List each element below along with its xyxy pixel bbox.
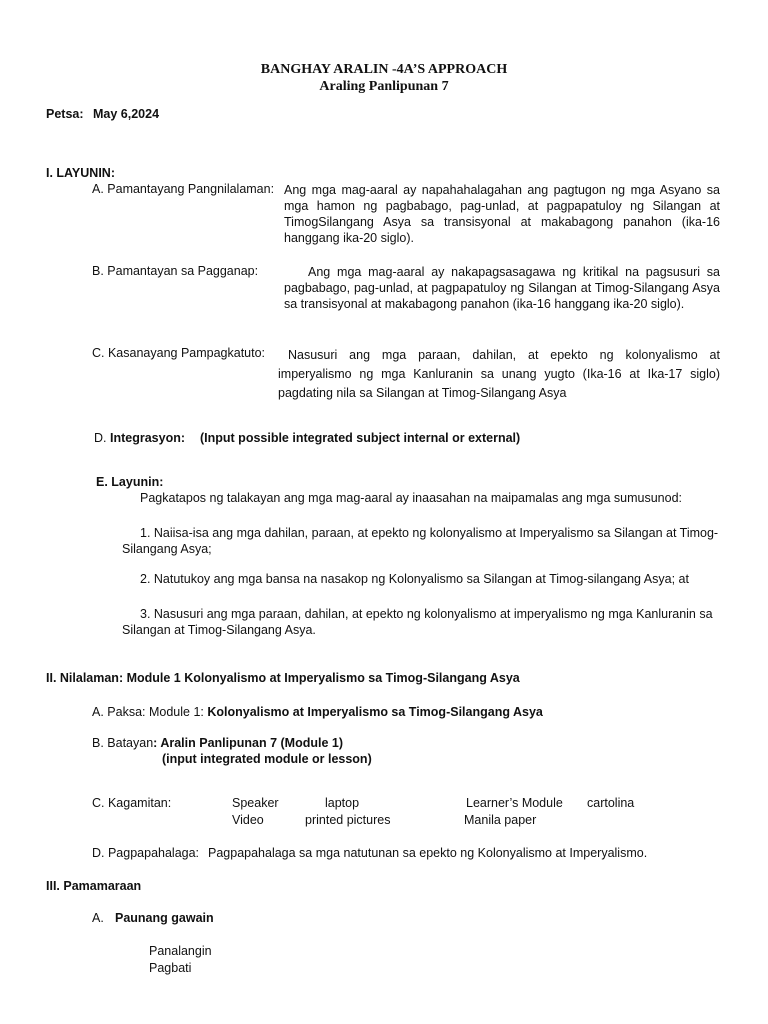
pamantayan-pagganap-text: Ang mga mag-aaral ay nakapagsasagawa ng kritikal na pagsusuri sa pagbabago, pag-unlad, at pagpapatuloy ng Silangan at Timog-Silangang Asya sa transisyonal at makabagong panahon (ika-16 hanggang ika-20 siglo). [284,265,720,311]
kagamitan-item-cartolina: cartolina [587,796,635,810]
document-title: BANGHAY ARALIN -4A’S APPROACH [260,62,508,77]
pamantayang-pangnilalaman-text: Ang mga mag-aaral ay napahahalagahan ang pagtugon ng mga Asyano sa mga hamon ng pagbabago, pag-unlad, at pagpapatuloy ng Silangan at TimogSilangang Asya sa transisyonal at makabagong panahon (ika-16 hanggang ika-20 siglo). [284,183,720,245]
batayan-note: (input integrated module or lesson) [162,752,372,766]
e-layunin-intro: Pagkatapos ng talakayan ang mga mag-aaral ay inaasahan na maipamalas ang mga sumusunod: [140,491,683,505]
kasanayang-pampagkatuto-text: Nasusuri ang mga paraan, dahilan, at epekto ng kolonyalismo at imperyalismo ng mga Kanluranin sa unang yugto (Ika-16 at Ika-17 siglo) pagdating nila sa Silangan at Timog-Silangang Asya [278,348,720,400]
panalangin-item: Panalangin [149,944,212,958]
e-layunin-item-3: 3. Nasusuri ang mga paraan, dahilan, at epekto ng kolonyalismo at imperyalismo ng mga Kanluranin sa Silangan at Timog-Silangang Asya. [122,607,713,637]
kagamitan-item-video: Video [232,813,264,827]
e-layunin-label: E. Layunin: [96,475,164,489]
batayan-text: : Aralin Panlipunan 7 (Module 1) [153,736,343,750]
e-layunin-item-2: 2. Natutukoy ang mga bansa na nasakop ng Kolonyalismo sa Silangan at Timog-silangang Asya; at [140,572,689,586]
section-nilalaman-heading: II. Nilalaman: Module 1 Kolonyalismo at Imperyalismo sa Timog-Silangang Asya [46,671,520,685]
section-layunin-heading: I. LAYUNIN: [46,166,115,180]
integrasyon-text: (Input possible integrated subject internal or external) [200,431,521,445]
pagbati-item: Pagbati [149,961,192,975]
pagpapahalaga-text: Pagpapahalaga sa mga natutunan sa epekto ng Kolonyalismo at Imperyalismo. [208,846,648,860]
kagamitan-item-learners-module: Learner’s Module [466,796,563,810]
e-layunin-item-1: 1. Naiisa-isa ang mga dahilan, paraan, at epekto ng kolonyalismo at Imperyalismo sa Silangan at Timog-Silangang Asya; [122,526,719,556]
paksa-label: A. Paksa: Module 1: [92,705,208,719]
kagamitan-item-laptop: laptop [325,796,360,810]
kasanayang-pampagkatuto-label: C. Kasanayang Pampagkatuto: [92,346,266,360]
integrasyon-label: Integrasyon: [109,431,185,445]
document-subtitle: Araling Panlipunan 7 [319,79,449,94]
pagpapahalaga-label: D. Pagpapahalaga: [92,846,200,860]
kagamitan-item-speaker: Speaker [232,796,279,810]
paksa-text: Kolonyalismo at Imperyalismo sa Timog-Silangang Asya [207,705,543,719]
pamantayan-pagganap-label: B. Pamantayan sa Pagganap: [92,264,259,278]
paunang-gawain-prefix: A. [92,911,104,925]
date-label: Petsa: [46,107,84,121]
kagamitan-label: C. Kagamitan: [92,796,172,810]
integrasyon-prefix: D. [94,431,110,445]
batayan-label: B. Batayan [92,736,154,750]
paunang-gawain-label: Paunang gawain [115,911,214,925]
kagamitan-item-printed-pictures: printed pictures [305,813,391,827]
kagamitan-item-manila-paper: Manila paper [464,813,537,827]
pamantayang-pangnilalaman-label: A. Pamantayang Pangnilalaman: [92,182,275,196]
date-value: May 6,2024 [93,107,160,121]
section-pamamaraan-heading: III. Pamamaraan [46,879,142,893]
